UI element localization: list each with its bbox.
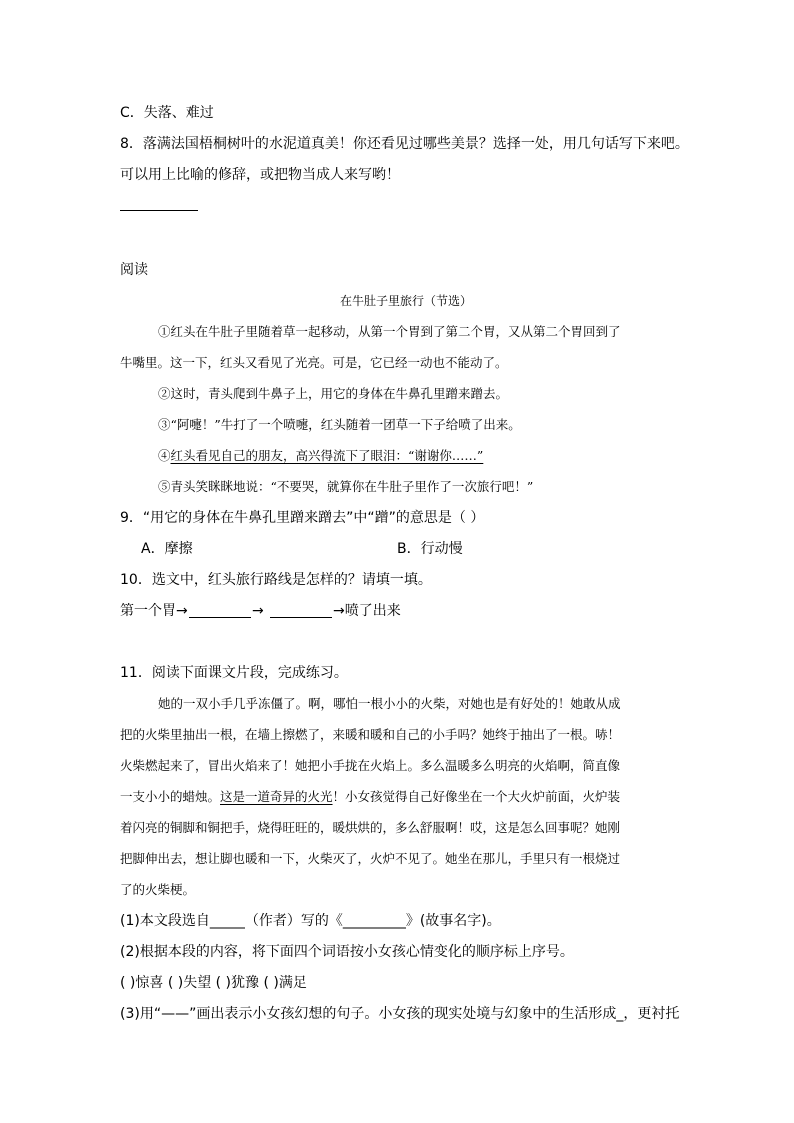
q11-passage-line-4-part-a: 一支小小的蜡烛。: [120, 789, 221, 804]
q8-line-1: 8．落满法国梧桐树叶的水泥道真美！你还看见过哪些美景？选择一处，用几句话写下来吧。: [120, 136, 689, 152]
reading-paragraph-4-number: ④: [158, 448, 171, 463]
q11-passage-line-4-part-c: ！小女孩觉得自己好像坐在一个大火炉前面，火炉装: [332, 789, 621, 804]
q10-blank-1[interactable]: [189, 617, 251, 618]
q9-question: 9．“用它的身体在牛鼻孔里蹭来蹭去”中“蹭”的意思是（ ）: [120, 510, 485, 526]
q10-route-start: 第一个胃→: [120, 603, 188, 619]
q9-option-a[interactable]: A．摩擦: [141, 541, 193, 557]
q8-answer-line[interactable]: [120, 210, 198, 211]
q8-line-2: 可以用上比喻的修辞，或把物当成人来写哟！: [120, 167, 400, 183]
q11-question: 11．阅读下面课文片段，完成练习。: [120, 665, 348, 681]
q11-sub-question-1: (1)本文段选自_____（作者）写的《_________》(故事名字)。: [120, 913, 501, 929]
q11-passage-line-7: 了的火柴梗。: [120, 882, 196, 897]
reading-paragraph-5: ⑤青头笑眯眯地说：“不要哭，就算你在牛肚子里作了一次旅行吧！”: [158, 479, 534, 494]
q11-passage-line-2: 把的火柴里抽出一根，在墙上擦燃了，来暖和暖和自己的小手吗？她终于抽出了一根。哧！: [120, 727, 621, 742]
reading-paragraph-1-line-1: ①红头在牛肚子里随着草一起移动，从第一个胃到了第二个胃，又从第二个胃回到了: [158, 324, 621, 339]
q10-route-arrow: →: [252, 603, 264, 619]
q11-sub-question-2-options: ( )惊喜 ( )失望 ( )犹豫 ( )满足: [120, 975, 307, 991]
q7-option-c: C．失落、难过: [120, 105, 214, 121]
reading-paragraph-3: ③“阿嚏！”牛打了一个喷嚏，红头随着一团草一下子给喷了出来。: [158, 417, 521, 432]
q10-route-end: →喷了出来: [333, 603, 401, 619]
reading-paragraph-4: [158, 446, 483, 466]
q10-blank-2[interactable]: [270, 617, 332, 618]
q10-question: 10．选文中，红头旅行路线是怎样的？请填一填。: [120, 572, 432, 588]
q9-option-b[interactable]: B．行动慢: [397, 541, 463, 557]
q11-sub-question-3: (3)用“——”画出表示小女孩幻想的句子。小女孩的现实处境与幻象中的生活形成_，更衬托: [120, 1006, 680, 1022]
q11-passage-line-3: 火柴燃起来了，冒出火焰来了！她把小手拢在火焰上。多么温暖多么明亮的火焰啊，简直像: [120, 758, 621, 773]
reading-paragraph-2: ②这时，青头爬到牛鼻子上，用它的身体在牛鼻孔里蹭来蹭去。: [158, 386, 509, 401]
q11-passage-line-4: [120, 787, 620, 807]
q11-sub-question-2: (2)根据本段的内容，将下面四个词语按小女孩心情变化的顺序标上序号。: [120, 944, 574, 960]
q11-passage-underlined-sentence: 这是一道奇异的火光: [220, 789, 333, 804]
q11-passage-line-1: 她的一双小手几乎冻僵了。啊，哪怕一根小小的火柴，对她也是有好处的！她敢从成: [158, 696, 621, 711]
q11-passage-line-5: 着闪亮的铜脚和铜把手，烧得旺旺的，暖烘烘的，多么舒服啊！哎，这是怎么回事呢？她刚: [120, 820, 621, 835]
q11-passage-line-6: 把脚伸出去，想让脚也暖和一下，火柴灭了，火炉不见了。她坐在那儿，手里只有一根烧过: [120, 851, 621, 866]
reading-paragraph-4-underlined: 红头看见自己的朋友，高兴得流下了眼泪：“谢谢你……”: [170, 448, 484, 463]
reading-label: 阅读: [120, 262, 148, 278]
reading-paragraph-1-line-2: 牛嘴里。这一下，红头又看见了光亮。可是，它已经一动也不能动了。: [120, 355, 508, 370]
reading-title: 在牛肚子里旅行（节选）: [340, 294, 473, 308]
